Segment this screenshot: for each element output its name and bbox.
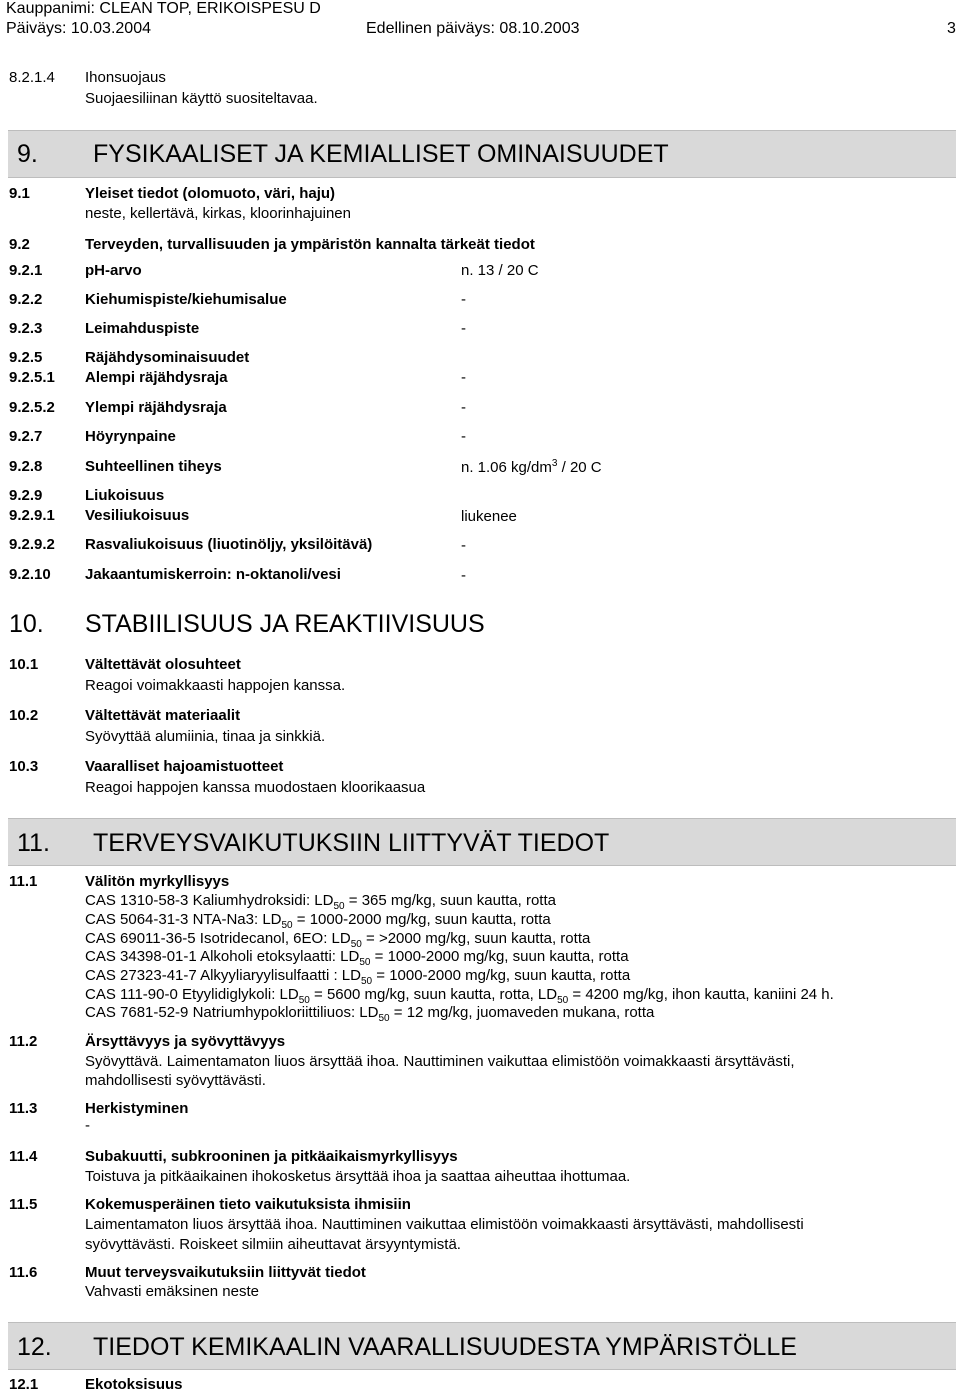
previous-date: Edellinen päiväys: 08.10.2003 — [366, 20, 580, 37]
property-value: - — [461, 320, 466, 337]
toxicity-value: = 365 mg/kg, suun kautta, rotta — [344, 892, 556, 909]
property-value: - — [461, 567, 466, 584]
toxicity-line — [85, 948, 629, 968]
section-text: Suojaesiliinan käyttö suositeltavaa. — [85, 90, 318, 107]
property-number: 9.2.5.2 — [9, 399, 55, 416]
section-title: Vältettävät olosuhteet — [85, 656, 241, 673]
section-number: 10.3 — [9, 758, 39, 775]
document-supplier: Kauppanimi: CLEAN TOP, ERIKOISPESU D — [6, 0, 321, 17]
property-number: 9.2.9.1 — [9, 507, 55, 524]
toxicity-value: = 1000-2000 mg/kg, suun kautta, rotta — [372, 967, 631, 984]
property-label: Kiehumispiste/kiehumisalue — [85, 291, 287, 308]
section-number: 12.1 — [9, 1376, 39, 1393]
section-text: Vahvasti emäksinen neste — [85, 1283, 259, 1300]
section-heading-title: TIEDOT KEMIKAALIN VAARALLISUUDESTA YMPÄRISTÖLLE — [93, 1333, 797, 1361]
property-label: Räjähdysominaisuudet — [85, 349, 250, 366]
section-number: 11.1 — [9, 873, 38, 890]
toxicity-substance: CAS 5064-31-3 NTA-Na3: — [85, 911, 263, 928]
ld-label: LD — [537, 986, 558, 1003]
section-heading-number: 9. — [17, 140, 38, 168]
section-band-11 — [8, 818, 956, 866]
unit-superscript: 3 — [551, 458, 558, 469]
section-number: 11.3 — [9, 1100, 38, 1117]
section-title: Yleiset tiedot (olomuoto, väri, haju) — [85, 185, 336, 202]
section-number: 11.2 — [9, 1033, 38, 1050]
section-heading-number: 11. — [17, 829, 50, 857]
section-title: Herkistyminen — [85, 1100, 189, 1117]
toxicity-substance: CAS 27323-41-7 Alkyyliaryylisulfaatti : — [85, 967, 342, 984]
section-number: 8.2.1.4 — [9, 69, 55, 86]
section-heading-number: 12. — [17, 1333, 52, 1361]
property-label: Höyrynpaine — [85, 428, 176, 445]
property-value: - — [461, 291, 466, 308]
property-label: Leimahduspiste — [85, 320, 200, 337]
property-number: 9.2.9 — [9, 487, 43, 504]
ld-subscript: 50 — [281, 920, 293, 931]
section-band-12 — [8, 1322, 956, 1370]
section-title: Vaaralliset hajoamistuotteet — [85, 758, 284, 775]
property-number: 9.2.2 — [9, 291, 43, 308]
property-value: - — [461, 537, 466, 554]
property-label: Vesiliukoisuus — [85, 507, 190, 524]
property-number: 9.2.8 — [9, 458, 43, 475]
property-label: pH-arvo — [85, 262, 142, 279]
ld-label: LD — [341, 967, 361, 984]
toxicity-value: = 1000-2000 mg/kg, suun kautta, rotta — [292, 911, 551, 928]
toxicity-substance: CAS 34398-01-1 Alkoholi etoksylaatti: — [85, 948, 341, 965]
property-value: - — [461, 369, 466, 386]
section-text: Syövyttää alumiinia, tinaa ja sinkkiä. — [85, 728, 326, 745]
section-number: 11.4 — [9, 1148, 38, 1165]
ld-subscript: 50 — [557, 995, 569, 1006]
toxicity-line — [85, 967, 630, 987]
toxicity-line — [85, 1004, 654, 1024]
section-text: Reagoi voimakkaasti happojen kanssa. — [85, 677, 346, 694]
section-title: Terveyden, turvallisuuden ja ympäristön kannalta tärkeät tiedot — [85, 236, 535, 253]
toxicity-line — [85, 911, 551, 931]
density-value-main: n. 1.06 kg/dm — [461, 459, 552, 476]
toxicity-value: = 5600 mg/kg, suun kautta, rotta, — [309, 986, 538, 1003]
property-label: Rasvaliukoisuus (liuotinöljy, yksilöitävä) — [85, 536, 373, 553]
document-date: Päiväys: 10.03.2004 — [6, 20, 151, 37]
toxicity-line — [85, 986, 834, 1006]
section-text: Syövyttävä. Laimentamaton liuos ärsyttää ihoa. Nauttiminen vaikuttaa elimistöön voimakkaasti ärsyttävästi, — [85, 1053, 795, 1070]
section-number: 9.1 — [9, 185, 30, 202]
page-number: 3 — [947, 20, 956, 37]
property-value: liukenee — [461, 508, 517, 525]
toxicity-substance: CAS 69011-36-5 Isotridecanol, 6EO: — [85, 930, 332, 947]
ld-label: LD — [262, 911, 282, 928]
toxicity-line — [85, 930, 590, 950]
property-number: 9.2.9.2 — [9, 536, 55, 553]
toxicity-value: = 4200 mg/kg, ihon kautta, kaniini 24 h. — [568, 986, 834, 1003]
property-label: Alempi räjähdysraja — [85, 369, 228, 386]
section-heading-title: TERVEYSVAIKUTUKSIIN LIITTYVÄT TIEDOT — [93, 829, 610, 857]
property-label: Jakaantumiskerroin: n-oktanoli/vesi — [85, 566, 341, 583]
ld-subscript: 50 — [298, 995, 310, 1006]
property-value: - — [461, 428, 466, 445]
section-title: Subakuutti, subkrooninen ja pitkäaikaismyrkyllisyys — [85, 1148, 458, 1165]
ld-subscript: 50 — [378, 1013, 390, 1024]
toxicity-value: = 1000-2000 mg/kg, suun kautta, rotta — [370, 948, 629, 965]
section-band-9 — [8, 130, 956, 178]
section-number: 11.5 — [9, 1196, 38, 1213]
section-text: mahdollisesti syövyttävästi. — [85, 1072, 266, 1089]
ld-label: LD — [279, 986, 299, 1003]
section-title: Välitön myrkyllisyys — [85, 873, 230, 890]
section-title: Muut terveysvaikutuksiin liittyvät tiedot — [85, 1264, 366, 1281]
property-label: Liukoisuus — [85, 487, 165, 504]
property-number: 9.2.10 — [9, 566, 51, 583]
section-text: - — [85, 1117, 90, 1134]
toxicity-substance: CAS 111-90-0 Etyylidiglykoli: — [85, 986, 280, 1003]
ld-subscript: 50 — [360, 976, 373, 987]
ld-label: LD — [331, 930, 351, 947]
section-text: Laimentamaton liuos ärsyttää ihoa. Nauttiminen vaikuttaa elimistöön voimakkaasti ärsyttävästi, mahdollisesti — [85, 1216, 804, 1233]
section-title: Kokemusperäinen tieto vaikutuksista ihmisiin — [85, 1196, 411, 1213]
section-title: Vältettävät materiaalit — [85, 707, 241, 724]
density-value-temp: / 20 C — [557, 459, 602, 476]
ld-label: LD — [314, 892, 334, 909]
toxicity-line — [85, 892, 556, 912]
section-heading-title: FYSIKAALISET JA KEMIALLISET OMINAISUUDET — [93, 140, 669, 168]
property-number: 9.2.1 — [9, 262, 43, 279]
property-number: 9.2.5.1 — [9, 369, 55, 386]
property-label: Ylempi räjähdysraja — [85, 399, 227, 416]
toxicity-substance: CAS 7681-52-9 Natriumhypokloriittiliuos: — [85, 1004, 360, 1021]
section-number: 11.6 — [9, 1264, 38, 1281]
ld-label: LD — [359, 1004, 379, 1021]
section-text: syövyttävästi. Roiskeet silmiin aiheuttavat ärsyyntymistä. — [85, 1236, 461, 1253]
section-text: Toistuva ja pitkäaikainen ihokosketus ärsyttää ihoa ja saattaa aiheuttaa ihottumaa. — [85, 1168, 631, 1185]
toxicity-value: = >2000 mg/kg, suun kautta, rotta — [361, 930, 591, 947]
section-title: Ekotoksisuus — [85, 1376, 183, 1393]
toxicity-substance: CAS 1310-58-3 Kaliumhydroksidi: — [85, 892, 315, 909]
ld-subscript: 50 — [333, 901, 345, 912]
ld-subscript: 50 — [350, 939, 362, 950]
section-number: 10.2 — [9, 707, 39, 724]
section-heading-number: 10. — [9, 610, 44, 638]
section-title: Ärsyttävyys ja syövyttävyys — [85, 1033, 286, 1050]
property-number: 9.2.3 — [9, 320, 43, 337]
property-value: - — [461, 399, 466, 416]
property-number: 9.2.7 — [9, 428, 43, 445]
toxicity-value: = 12 mg/kg, juomaveden mukana, rotta — [389, 1004, 655, 1021]
ld-subscript: 50 — [359, 957, 371, 968]
section-number: 10.1 — [9, 656, 39, 673]
section-heading-title: STABIILISUUS JA REAKTIIVISUUS — [85, 610, 485, 638]
ld-label: LD — [340, 948, 360, 965]
property-number: 9.2.5 — [9, 349, 43, 366]
property-value: n. 13 / 20 C — [461, 262, 539, 279]
section-number: 9.2 — [9, 236, 30, 253]
section-text: neste, kellertävä, kirkas, kloorinhajuinen — [85, 205, 351, 222]
section-title: Ihonsuojaus — [85, 69, 166, 86]
density-value — [461, 458, 602, 476]
section-text: Reagoi happojen kanssa muodostaen kloorikaasua — [85, 779, 426, 796]
property-label: Suhteellinen tiheys — [85, 458, 222, 475]
